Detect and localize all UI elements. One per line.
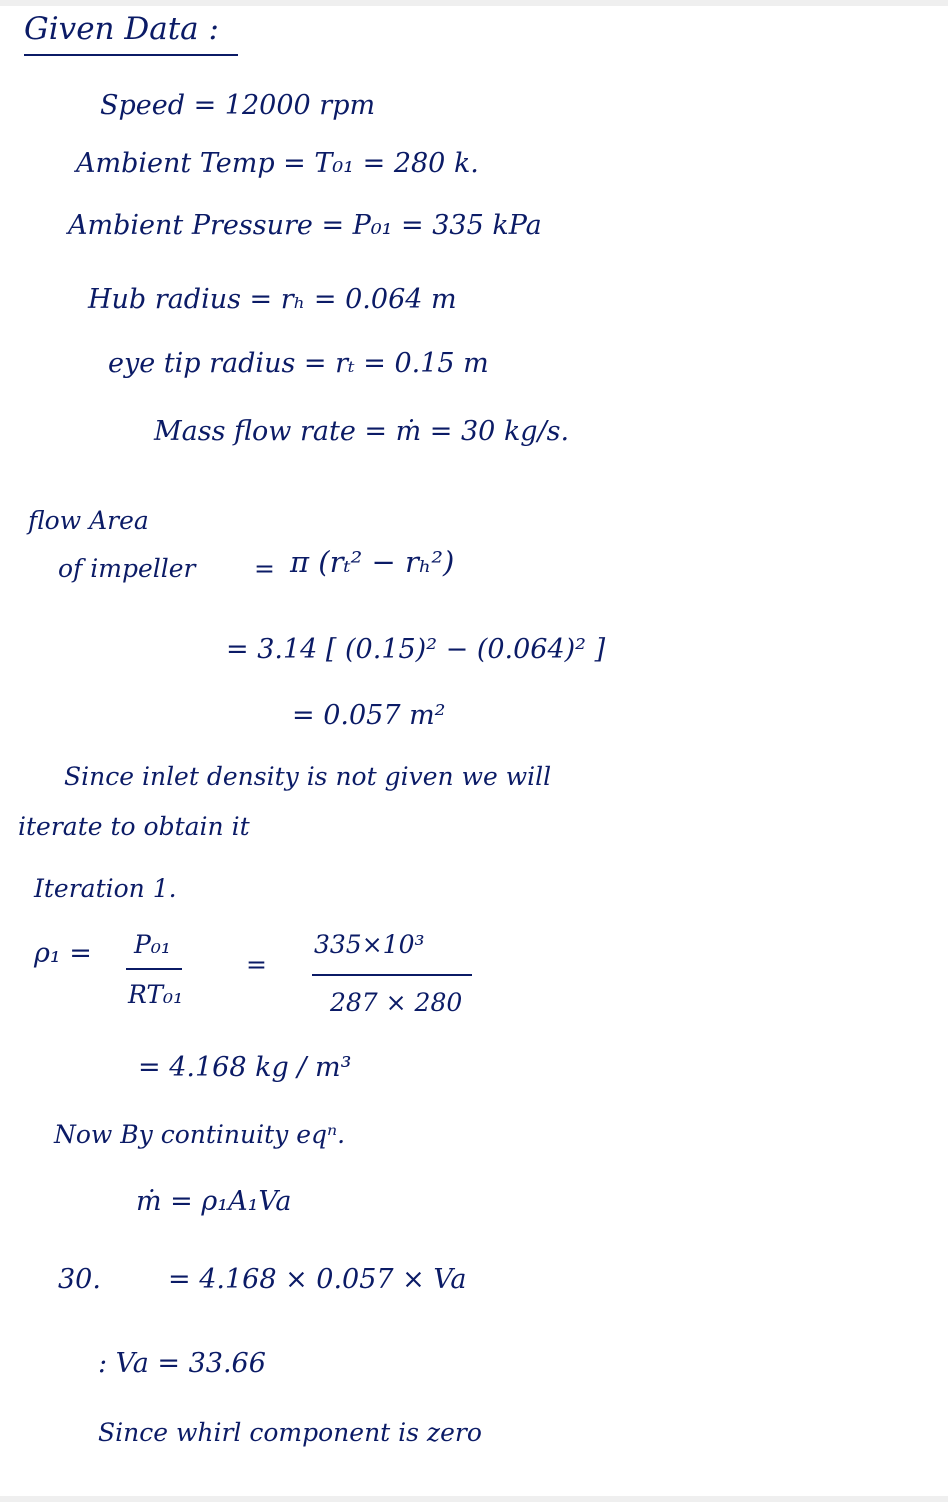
flow-area-label-1: flow Area [28, 506, 149, 535]
continuity-title: Now By continuity eqⁿ. [54, 1120, 346, 1149]
flow-area-result: = 0.057 m² [292, 700, 446, 731]
rho-label: ρ₁ = [34, 938, 92, 969]
continuity-rhs: = 4.168 × 0.057 × Va [168, 1264, 467, 1295]
speed-line: Speed = 12000 rpm [100, 90, 376, 121]
velocity-result: : Va = 33.66 [98, 1348, 266, 1379]
flow-area-equals: = [254, 554, 275, 583]
rho-denominator-symbolic: RT₀₁ [128, 980, 184, 1009]
rho-numerator-symbolic: P₀₁ [134, 930, 171, 959]
ambient-pressure-line: Ambient Pressure = P₀₁ = 335 kPa [68, 210, 542, 241]
heading-underline [24, 54, 238, 56]
whirl-component-line: Since whirl component is zero [98, 1418, 482, 1447]
top-border [0, 0, 948, 6]
eye-tip-radius-line: eye tip radius = rₜ = 0.15 m [108, 348, 489, 379]
note-line-1: Since inlet density is not given we will [64, 762, 552, 791]
flow-area-label-2: of impeller [58, 554, 196, 583]
given-data-heading: Given Data : [24, 11, 219, 47]
flow-area-substitution: = 3.14 [ (0.15)² − (0.064)² ] [226, 634, 606, 665]
hub-radius-line: Hub radius = rₕ = 0.064 m [88, 284, 457, 315]
rho-result: = 4.168 kg / m³ [138, 1052, 352, 1083]
continuity-lhs: 30. [58, 1264, 101, 1295]
flow-area-formula: π (rₜ² − rₕ²) [290, 545, 455, 579]
rho-fraction-bar-value [312, 974, 472, 976]
note-line-2: iterate to obtain it [18, 812, 250, 841]
mass-flow-line: Mass flow rate = ṁ = 30 kg/s. [154, 416, 570, 447]
continuity-equation: ṁ = ρ₁A₁Va [136, 1186, 292, 1217]
ambient-temp-line: Ambient Temp = T₀₁ = 280 k. [76, 148, 479, 179]
rho-equals: = [246, 950, 267, 979]
bottom-border [0, 1496, 948, 1502]
rho-fraction-bar-symbolic [126, 968, 182, 970]
rho-denominator-value: 287 × 280 [330, 988, 463, 1017]
iteration-title: Iteration 1. [34, 874, 177, 903]
rho-numerator-value: 335×10³ [314, 930, 425, 959]
